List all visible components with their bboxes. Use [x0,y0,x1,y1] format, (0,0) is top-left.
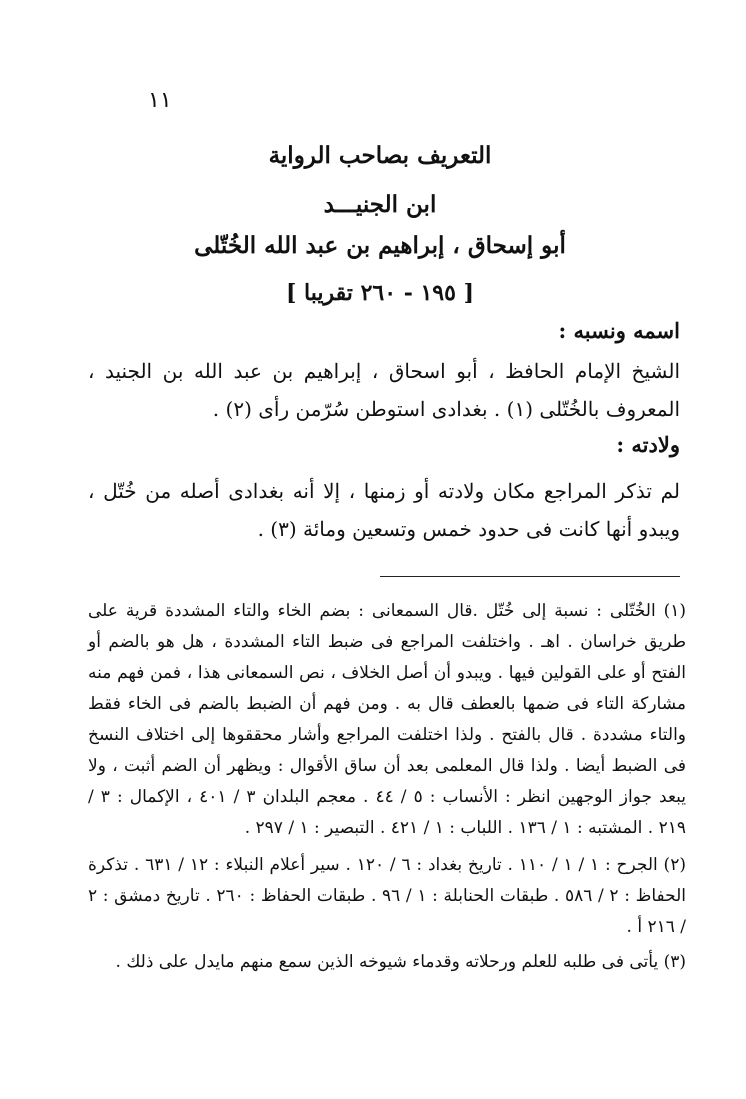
name-lineage-heading: اسمه ونسبه : [558,318,680,343]
footnotes [88,596,686,978]
subject-short-name: ابن الجنيـــد [323,191,437,218]
footnote-separator [380,576,680,577]
footnote-2: (٢) الجرح : ١ / ١ / ١١٠ . تاريخ بغداد : ٦ / ١٢٠ . سير أعلام النبلاء : ١٢ / ٦٣١ . تذكرة الحفاظ : ٢ / ٥٨٦ . طبقات الحنابلة : ١ / ٩٦ . طبقات الحفاظ : ٢٦٠ . تاريخ دمشق : ٢ / ٢١٦ أ . [88,855,686,937]
birth-paragraph: لم تذكر المراجع مكان ولادته أو زمنها ، إلا أنه بغدادى أصله من خُتّل ، ويبدو أنها كانت فى حدود خمس وتسعين ومائة (٣) . [88,479,680,541]
name-lineage-paragraph: الشيخ الإمام الحافظ ، أبو اسحاق ، إبراهيم بن عبد الله بن الجنيد ، المعروف بالخُتّلى (١) . بغدادى استوطن سُرّمن رأى (٢) . [88,359,680,421]
page-number: ١١ [148,88,172,113]
birth-heading: ولادته : [616,432,680,457]
footnote-1: (١) الخُتّلى : نسبة إلى خُتّل .قال السمعانى : بضم الخاء والتاء المشددة قرية على طريق خراسان . اهـ . واختلفت المراجع فى ضبط التاء المشددة ، هل هو بالضم أو الفتح أو على القولين فيها . ويبدو أن أصل الخلاف ، نص السمعانى هذا ، فمن فهم منه مشاركة التاء فى ضمها بالعطف قال به . ومن فهم أن الضبط بالضم فى الخاء فقط والتاء مشددة . قال بالفتح . ولذا اختلفت المراجع وأشار محققوها إلى اختلاف النسخ فى الضبط أيضا . ولذا قال المعلمى بعد أن ساق الأقوال : ويظهر أن الضم أثبت ، ولا يبعد جواز الوجهين انظر : الأنساب : ٥ / ٤٤ . معجم البلدان ٣ / ٤٠١ ، الإكمال : ٣ / ٢١٩ . المشتبه : ١ / ١٣٦ . اللباب : ١ / ٤٢١ . التبصير : ١ / ٢٩٧ . [88,601,687,838]
chapter-title: التعريف بصاحب الرواية [268,142,492,169]
footnote-3: (٣) يأتى فى طلبه للعلم ورحلاته وقدماء شيوخه الذين سمع منهم مايدل على ذلك . [115,952,686,972]
subject-dates: [ ١٩٥ - ٢٦٠ تقريبا ] [285,280,475,306]
subject-full-name: أبو إسحاق ، إبراهيم بن عبد الله الخُتّلى [194,232,566,259]
